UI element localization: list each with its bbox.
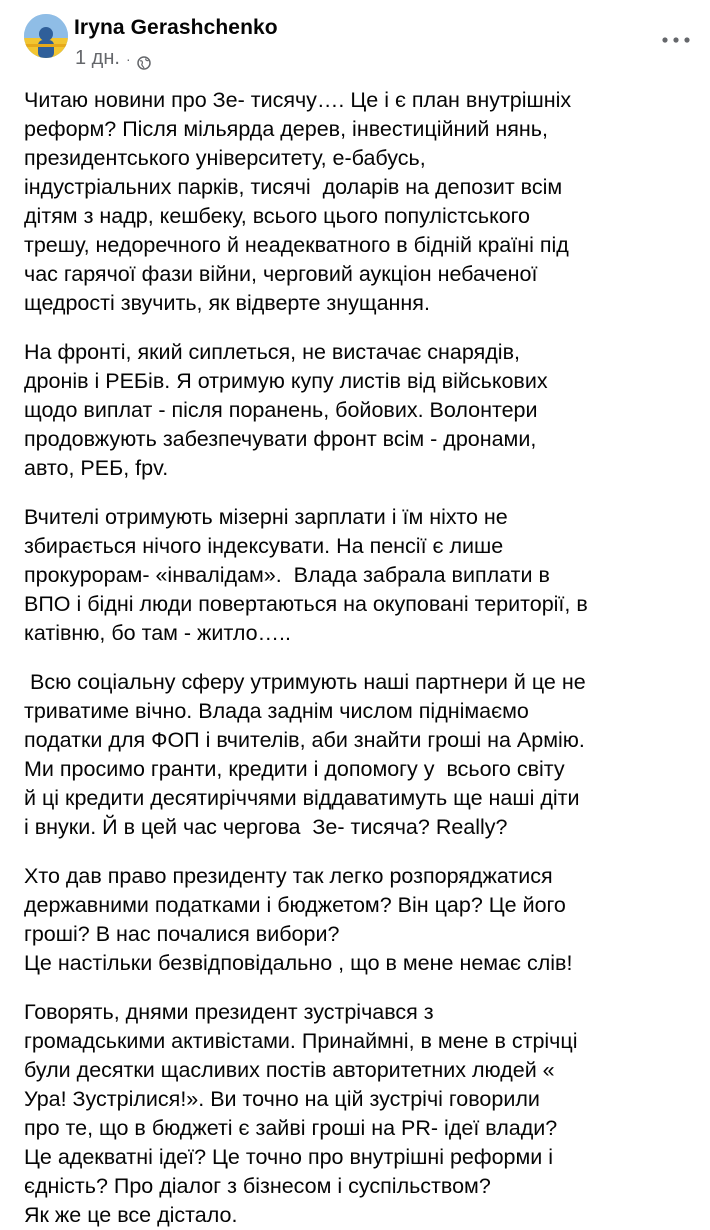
more-options-icon[interactable] (658, 28, 694, 52)
post-text-line: єдність? Про діалог з бізнесом і суспільством? (24, 1174, 491, 1198)
avatar-image (24, 14, 68, 58)
post-meta (75, 47, 151, 70)
post-text-line: Хто дав право президенту так легко розпоряджатися (24, 864, 553, 888)
post-text-line: Це настільки безвідповідально , що в мене немає слів! (24, 951, 573, 975)
post-text-line: Як же це все дістало. (24, 1203, 238, 1227)
post-text-line: дронів і РЕБів. Я отримую купу листів від військових (24, 369, 548, 393)
post-text-line: Читаю новини про Зе- тисячу…. Це і є план внутрішніх (24, 88, 572, 112)
post-text-line: Говорять, днями президент зустрічався з (24, 1000, 434, 1024)
post-paragraph (24, 86, 700, 318)
post-paragraph (24, 668, 700, 842)
post-text-line: щедрості звучить, як відверте знущання. (24, 291, 430, 315)
meta-separator: · (125, 50, 131, 67)
post-text-line: авто, РЕБ, fpv. (24, 456, 169, 480)
post-text-line: й ці кредити десятиріччями віддаватимуть ще наші діти (24, 786, 580, 810)
post-header (24, 12, 694, 72)
post-text-line: Вчителі отримують мізерні зарплати і їм ніхто не (24, 505, 508, 529)
post-text-line: індустріальних парків, тисячі доларів на депозит всім (24, 175, 563, 199)
post-time[interactable]: 1 дн. (75, 47, 120, 69)
globe-icon[interactable] (137, 53, 151, 67)
post-text-line: прокурорам- «інвалідам». Влада забрала виплати в (24, 563, 550, 587)
post-text-line: податки для ФОП і вчителів, аби знайти гроші на Армію. (24, 728, 585, 752)
post-text-line: Ура! Зустрілися!». Ви точно на цій зустрічі говорили (24, 1087, 540, 1111)
post-text-line: про те, що в бюджеті є зайві гроші на PR- ідеї влади? (24, 1116, 558, 1140)
avatar[interactable] (24, 14, 68, 58)
author-name[interactable]: Iryna Gerashchenko (74, 16, 278, 39)
post-text-line: час гарячої фази війни, черговий аукціон небаченої (24, 262, 538, 286)
post-text-line: продовжують забезпечувати фронт всім - дронами, (24, 427, 537, 451)
post-text-line: громадськими активістами. Принаймні, в мене в стрічці (24, 1029, 578, 1053)
post-text-line: Ми просимо гранти, кредити і допомогу у всього світу (24, 757, 565, 781)
post-text-line: щодо виплат - після поранень, бойових. Волонтери (24, 398, 538, 422)
post-text-line: катівню, бо там - житло….. (24, 621, 292, 645)
post-text-line: ВПО і бідні люди повертаються на окуповані території, в (24, 592, 588, 616)
post-text-line: президентського університету, е-бабусь, (24, 146, 426, 170)
post-text-line: Це адекватні ідеї? Це точно про внутрішні реформи і (24, 1145, 554, 1169)
post-paragraph (24, 998, 700, 1230)
post-text-line: були десятки щасливих постів авторитетних людей « (24, 1058, 555, 1082)
post-text-line: реформ? Після мільярда дерев, інвестиційний нянь, (24, 117, 548, 141)
post-text-line: триватиме вічно. Влада заднім числом піднімаємо (24, 699, 529, 723)
post-text-line: Всю соціальну сферу утримують наші партнери й це не (24, 670, 586, 694)
post-paragraph (24, 338, 700, 483)
post-paragraph (24, 862, 700, 978)
post-text-line: На фронті, який сиплеться, не вистачає снарядів, (24, 340, 520, 364)
post-text-line: дітям з надр, кешбеку, всього цього популістського (24, 204, 530, 228)
post-text (24, 86, 700, 1230)
post-paragraph (24, 503, 700, 648)
post-text-line: державними податками і бюджетом? Він цар? Це його (24, 893, 566, 917)
post-text-line: трешу, недоречного й неадекватного в бідній країні під (24, 233, 569, 257)
post-text-line: гроші? В нас почалися вибори? (24, 922, 340, 946)
post-text-line: збирається нічого індексувати. На пенсії є лише (24, 534, 504, 558)
post-text-line: і внуки. Й в цей час чергова Зе- тисяча? Really? (24, 815, 508, 839)
